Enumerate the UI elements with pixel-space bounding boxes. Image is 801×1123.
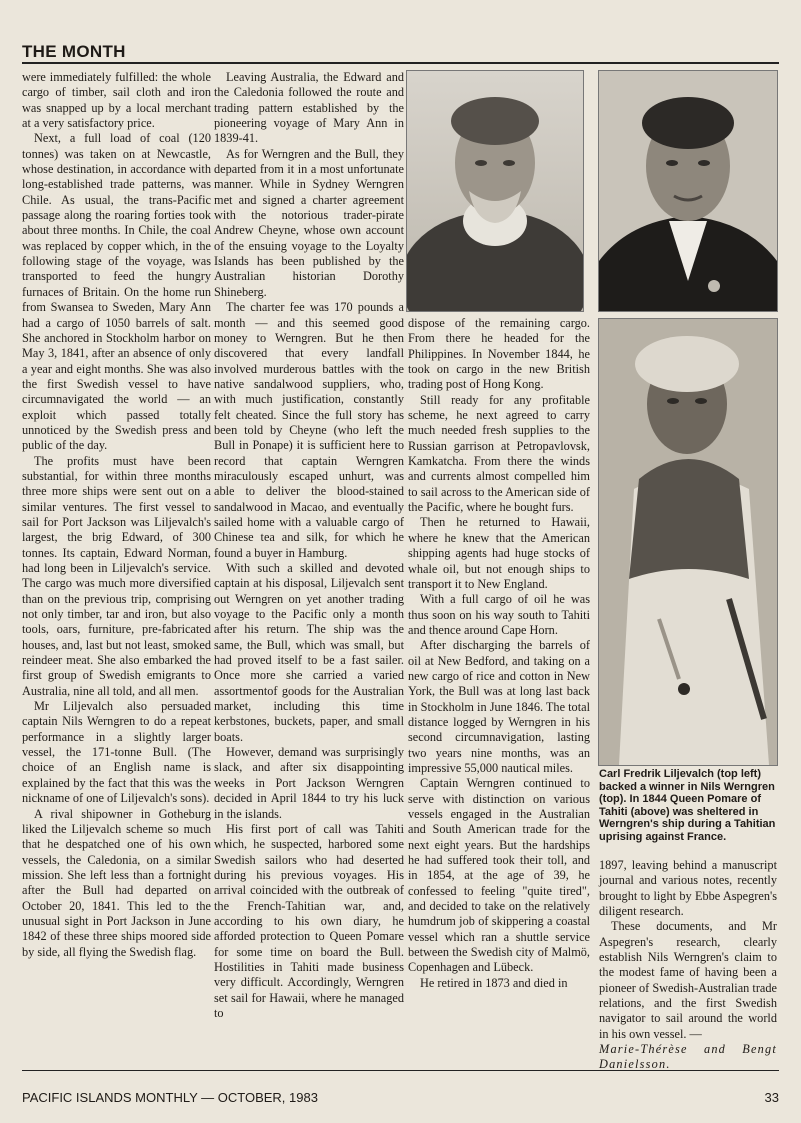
paragraph: Captain Werngren continued to serve with distinction on various vessels engaged in the Australian and South American trade for the next eight years. But the hardships he had suffered took their toll, and in 1854, at the age of 39, he confessed to feeling "quite tired", and decided to take on the relatively humdrum job of skippering a coastal vessel which ran a shuttle service between the Swedish city of Malmö, Copenhagen and Lübeck.: [408, 776, 590, 975]
paragraph: were immediately fulfilled: the whole cargo of timber, sail cloth and iron was snapped up by a local merchant at a very satisfactory price.: [22, 70, 211, 131]
portrait-werngren-photo: [598, 70, 778, 312]
paragraph: Mr Liljevalch also persuaded captain Nils Werngren to do a repeat performance in a slightly larger vessel, the 171-tonne Bull. (The choice of an English name is explained by the fact that this was the nickname of one of Liljevalch's sons).: [22, 699, 211, 806]
paragraph: The profits must have been substantial, for within three months three more ships were sent out on a similar ventures. The first vessel to sail for Port Jackson was Liljevalch's largest, the brig Edward, of 300 tonnes. Its captain, Edward Norman, had long been in Liljevalch's service. The cargo was much more diversified than on the previous trip, comprising not only timber, tar and iron, but also tools, oars, furniture, pre-fabricated houses, and, last but not least, smoked reindeer meat. She also embarked the first group of Swedish emigrants to Australia, nine all told, and all men.: [22, 453, 211, 698]
paragraph: Leaving Australia, the Edward and the Caledonia followed the route and trading pattern established by the pioneering voyage of Mary Ann in 1839-41.: [214, 70, 404, 146]
paragraph: A rival shipowner in Gotheburg liked the Liljevalch scheme so much that he despatched one of his own vessels, the Caledonia, on a similar mission. She left less than a fortnight after the Bull had departed on October 20, 1841. This led to the unusual sight in Port Jackson in June 1842 of these three ships moored side by side, all flying the Swedish flag.: [22, 806, 211, 959]
paragraph: Then he returned to Hawaii, where he knew that the American shipping agents had huge stocks of whale oil, but not enough ships to transport it to New England.: [408, 515, 590, 591]
header-rule: [22, 62, 779, 64]
footer-rule: [22, 1070, 779, 1071]
photo-caption: Carl Fredrik Liljevalch (top left) backed a winner in Nils Werngren (top). In 1844 Queen Pomare of Tahiti (above) was sheltered in Werngren's ship during a Tahitian uprising against France.: [599, 768, 776, 843]
paragraph: As for Werngren and the Bull, they departed from it in a most unfortunate manner. While in Sydney Werngren met and signed a charter agreement with the notorious trader-pirate Andrew Cheyne, whose own account of the ensuing voyage to the Loyalty Islands has been published by the Australian historian Dorothy Shineberg.: [214, 146, 404, 299]
paragraph: These documents, and Mr Aspegren's research, clearly establish Nils Werngren's claim to the modest fame of having been a pioneer of Swedish-Australian trade relations, and the first Swedish navigator to sail around the world in his own vessel. —: [599, 919, 777, 1041]
portrait-liljevalch-icon: [407, 71, 583, 311]
paragraph: Still ready for any profitable scheme, he next agreed to carry much needed fresh supplies to the Russian garrison at Petropavlovsk, Kamkatcha. From there the winds and currents almost compelled him to sail across to the American side of the Pacific, where he bought furs.: [408, 392, 590, 515]
paragraph: The charter fee was 170 pounds a month — and this seemed good money to Werngren. But he then discovered that every landfall involved murderous battles with the native sandalwood suppliers, who, with much justification, constantly felt cheated. Since the full story has been told by Cheyne (who left the Bull in Ponape) it is sufficient here to record that captain Werngren miraculously escaped unhurt, was able to deliver the blood-stained sandalwood in Macao, and eventually sailed home with a valuable cargo of Chinese tea and silk, for which he found a buyer in Hamburg.: [214, 300, 404, 560]
section-header: THE MONTH: [22, 42, 126, 61]
paragraph: With a full cargo of oil he was thus soon on his way south to Tahiti and thence around Cape Horn.: [408, 592, 590, 637]
paragraph: He retired in 1873 and died in: [420, 975, 568, 990]
portrait-queen-pomare-icon: [599, 319, 777, 765]
column-3: [408, 316, 590, 991]
paragraph: After discharging the barrels of oil at New Bedford, and taking on a new cargo of rice and cotton in New York, the Bull was at long last back in Stockholm in June 1846. The total distance logged by Werngren in his second circumnavigation, lasting two years nine months, was an impressive 55,000 nautical miles.: [408, 638, 590, 775]
paragraph: Next, a full load of coal (120 tonnes) was taken on at Newcastle, whose destination, in accordance with long-established trade patterns, was Chile. As usual, the trans-Pacific passage along the roaring forties took about three months. In Chile, the coal was replaced by copper which, in the following stage of the voyage, was transported to feed the hungry furnaces of Britain. On the home run from Swansea to Sweden, Mary Ann had a cargo of 1050 barrels of salt. She anchored in Stockholm harbor on May 3, 1841, after an absence of only a year and eight months. She was also the first Swedish vessel to have circumnavigated the world — an exploit which passed totally unnoticed by the Swedish press and public of the day.: [22, 131, 211, 453]
column-1: [22, 70, 211, 960]
portrait-werngren-icon: [599, 71, 777, 311]
paragraph: With such a skilled and devoted captain at his disposal, Liljevalch sent out Werngren on yet another trading voyage to the Pacific only a month after his return. The ship was the same, the Bull, which was small, but had proved itself to be a fast sailer. Once more she carried a varied assortmentof goods for the Australian market, including this time kerbstones, buckets, paper, and small boats.: [214, 561, 404, 744]
paragraph: 1897, leaving behind a manuscript journal and various notes, recently brought to light by Ebbe Aspegren's diligent research.: [599, 858, 777, 919]
publication-footer: PACIFIC ISLANDS MONTHLY — OCTOBER, 1983: [22, 1090, 318, 1105]
paragraph: His first port of call was Tahiti which, he suspected, harbored some Swedish sailors who had deserted during his previous voyages. His arrival coincided with the outbreak of the French-Tahitian war, and, according to his own diary, he afforded protection to Queen Pomare for some time on board the Bull. Hostilities in Tahiti made business very difficult. Accordingly, Werngren set sail for Hawaii, where he managed to: [214, 821, 404, 1020]
author-signature: Marie-Thérèse and Bengt Danielsson.: [599, 1042, 777, 1072]
portrait-queen-pomare-photo: [598, 318, 778, 766]
paragraph: dispose of the remaining cargo. From there he headed for the Philippines. In November 1844, he took on cargo in the new British trading post of Hong Kong.: [408, 316, 590, 392]
column-4: [599, 858, 777, 1073]
column-2: [214, 70, 404, 1021]
paragraph: However, demand was surprisingly slack, and after six disappointing weeks in Port Jackson Werngren decided in April 1844 to try his luck in the islands.: [214, 745, 404, 821]
portrait-liljevalch-photo: [406, 70, 584, 312]
page-number: 33: [764, 1090, 779, 1105]
